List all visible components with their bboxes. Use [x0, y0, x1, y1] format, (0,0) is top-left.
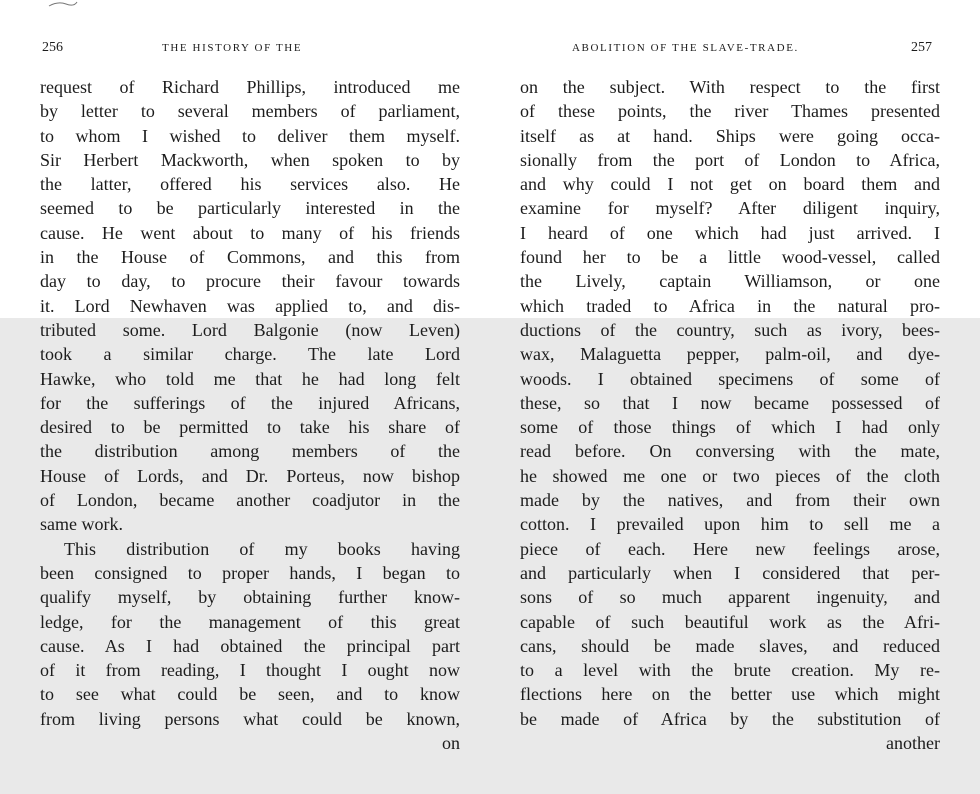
text-line: Hawke, who told me that he had long felt [40, 368, 460, 389]
left-page-header [40, 40, 460, 58]
text-line: Sir Herbert Mackworth, when spoken to by [40, 149, 460, 170]
text-line: made by the natives, and from their own [520, 490, 940, 511]
text-line: from living persons what could be known, [40, 708, 460, 729]
text-line: in the House of Commons, and this from [40, 247, 460, 268]
text-line: be made of Africa by the substitution of [520, 708, 940, 729]
text-line: same work. [40, 514, 123, 535]
text-line: ductions of the country, such as ivory, bees- [520, 319, 940, 340]
text-line: piece of each. Here new feelings arose, [520, 538, 940, 559]
text-line: of London, became another coadjutor in the [40, 490, 460, 511]
text-line: these, so that I now became possessed of [520, 392, 940, 413]
text-line: by letter to several members of parliament, [40, 101, 460, 122]
text-line: for the sufferings of the injured Africans, [40, 392, 460, 413]
text-line: the distribution among members of the [40, 441, 460, 462]
text-line: wax, Malaguetta pepper, palm-oil, and dye- [520, 344, 940, 365]
text-line: it. Lord Newhaven was applied to, and dis- [40, 295, 460, 316]
text-line: and why could I not get on board them and [520, 174, 940, 195]
left-running-title: THE HISTORY OF THE [162, 42, 303, 54]
catchword: another [886, 733, 940, 754]
text-line: cause. As I had obtained the principal part [40, 635, 460, 656]
text-line: tributed some. Lord Balgonie (now Leven) [40, 319, 460, 340]
text-line: found her to be a little wood-vessel, called [520, 247, 940, 268]
left-page-text [40, 75, 460, 755]
text-line: House of Lords, and Dr. Porteus, now bishop [40, 465, 460, 486]
text-line: to see what could be seen, and to know [40, 684, 460, 705]
left-page-number: 256 [42, 40, 63, 55]
text-line: This distribution of my books having [64, 538, 460, 559]
text-line: cotton. I prevailed upon him to sell me a [520, 514, 940, 535]
text-line: of it from reading, I thought I ought now [40, 660, 460, 681]
text-line: cans, should be made slaves, and reduced [520, 635, 940, 656]
right-page-number: 257 [911, 40, 932, 55]
text-line: he showed me one or two pieces of the cloth [520, 465, 940, 486]
catchword: on [442, 733, 460, 754]
text-line: to a level with the brute creation. My re- [520, 660, 940, 681]
text-line: sons of so much apparent ingenuity, and [520, 587, 940, 608]
text-line: I heard of one which had just arrived. I [520, 222, 940, 243]
text-line: seemed to be particularly interested in the [40, 198, 460, 219]
text-line: day to day, to procure their favour towards [40, 271, 460, 292]
text-line: to whom I wished to deliver them myself. [40, 125, 460, 146]
text-line: examine for myself? After diligent inquiry, [520, 198, 940, 219]
text-line: some of those things of which I had only [520, 417, 940, 438]
text-line: qualify myself, by obtaining further know- [40, 587, 460, 608]
text-line: the latter, offered his services also. He [40, 174, 460, 195]
text-line: request of Richard Phillips, introduced me [40, 77, 460, 97]
text-line: on the subject. With respect to the first [520, 77, 940, 97]
text-line: and particularly when I considered that per- [520, 562, 940, 583]
text-line: woods. I obtained specimens of some of [520, 368, 940, 389]
pen-mark [48, 0, 78, 8]
right-page-header [520, 40, 940, 58]
text-line: desired to be permitted to take his share of [40, 417, 460, 438]
text-line: which traded to Africa in the natural pro- [520, 295, 940, 316]
text-line: itself as at hand. Ships were going occa- [520, 125, 940, 146]
text-line: flections here on the better use which might [520, 684, 940, 705]
text-line: read before. On conversing with the mate, [520, 441, 940, 462]
right-page-text [520, 75, 940, 755]
right-running-title: ABOLITION OF THE SLAVE-TRADE. [572, 42, 799, 54]
text-line: took a similar charge. The late Lord [40, 344, 460, 365]
text-line: ledge, for the management of this great [40, 611, 460, 632]
text-line: sionally from the port of London to Africa, [520, 149, 940, 170]
text-line: cause. He went about to many of his friends [40, 222, 460, 243]
text-line: been consigned to proper hands, I began to [40, 562, 460, 583]
text-line: capable of such beautiful work as the Afri- [520, 611, 940, 632]
text-line: the Lively, captain Williamson, or one [520, 271, 940, 292]
text-line: of these points, the river Thames presented [520, 101, 940, 122]
